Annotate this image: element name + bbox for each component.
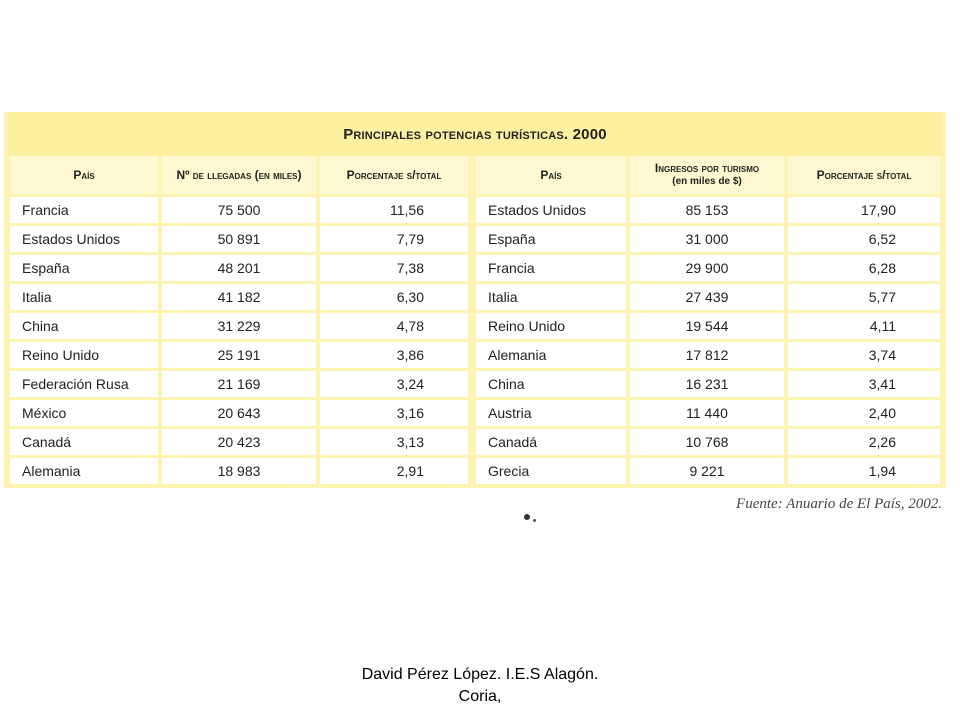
cell-value: 50 891 (162, 226, 316, 252)
cell-value: 29 900 (630, 255, 784, 281)
cell-value: 25 191 (162, 342, 316, 368)
cell-country: Grecia (476, 458, 626, 484)
cell-value: 48 201 (162, 255, 316, 281)
table-title: Principales potencias turísticas. 2000 (343, 125, 607, 143)
cell-country: México (10, 400, 158, 426)
cell-value: 19 544 (630, 313, 784, 339)
slide-footer (0, 664, 960, 708)
cell-percentage: 2,40 (788, 400, 940, 426)
cell-value: 21 169 (162, 371, 316, 397)
cell-value: 20 643 (162, 400, 316, 426)
revenue-table-body (474, 197, 942, 487)
cell-value: 20 423 (162, 429, 316, 455)
cell-percentage: 6,28 (788, 255, 940, 281)
footer-author: David Pérez López. I.E.S Alagón. (361, 666, 599, 683)
cell-country: España (10, 255, 158, 281)
cell-value: 27 439 (630, 284, 784, 310)
cell-value: 10 768 (630, 429, 784, 455)
arrivals-table-body (8, 197, 470, 487)
cell-percentage: 6,30 (320, 284, 468, 310)
cell-percentage: 17,90 (788, 197, 940, 223)
cell-country: Francia (476, 255, 626, 281)
header-percentage: Porcentaje s/total (320, 156, 468, 194)
scan-speck (533, 519, 536, 522)
cell-value: 31 229 (162, 313, 316, 339)
cell-percentage: 3,74 (788, 342, 940, 368)
cell-country: Canadá (10, 429, 158, 455)
cell-percentage: 1,94 (788, 458, 940, 484)
cell-country: China (476, 371, 626, 397)
revenue-table-grid (474, 156, 942, 197)
cell-country: España (476, 226, 626, 252)
cell-percentage: 5,77 (788, 284, 940, 310)
header-percentage: Porcentaje s/total (788, 156, 940, 194)
revenue-table (474, 156, 942, 487)
cell-value: 16 231 (630, 371, 784, 397)
source-citation: Fuente: Anuario de El País, 2002. (736, 496, 942, 512)
header-country: País (476, 156, 626, 194)
cell-percentage: 2,26 (788, 429, 940, 455)
cell-percentage: 6,52 (788, 226, 940, 252)
table-title-band (8, 112, 942, 156)
cell-country: Estados Unidos (10, 226, 158, 252)
cell-country: Alemania (10, 458, 158, 484)
cell-value: 11 440 (630, 400, 784, 426)
arrivals-table (8, 156, 470, 487)
cell-value: 41 182 (162, 284, 316, 310)
cell-value: 75 500 (162, 197, 316, 223)
cell-value: 31 000 (630, 226, 784, 252)
cell-percentage: 3,86 (320, 342, 468, 368)
cell-country: Austria (476, 400, 626, 426)
cell-country: Canadá (476, 429, 626, 455)
footer-place: Coria, (458, 688, 502, 705)
cell-country: Italia (476, 284, 626, 310)
header-country: País (10, 156, 158, 194)
cell-percentage: 3,41 (788, 371, 940, 397)
cell-percentage: 4,11 (788, 313, 940, 339)
cell-country: Italia (10, 284, 158, 310)
cell-country: Alemania (476, 342, 626, 368)
header-revenue-label: Ingresos por turismo (654, 161, 760, 175)
cell-percentage: 4,78 (320, 313, 468, 339)
cell-percentage: 7,79 (320, 226, 468, 252)
cell-value: 85 153 (630, 197, 784, 223)
cell-value: 9 221 (630, 458, 784, 484)
cell-percentage: 3,13 (320, 429, 468, 455)
cell-country: Estados Unidos (476, 197, 626, 223)
header-arrivals: Nº de llegadas (en miles) (162, 156, 316, 194)
header-revenue (630, 156, 784, 194)
cell-percentage: 11,56 (320, 197, 468, 223)
cell-percentage: 7,38 (320, 255, 468, 281)
arrivals-table-grid (8, 156, 470, 197)
cell-percentage: 3,16 (320, 400, 468, 426)
cell-percentage: 2,91 (320, 458, 468, 484)
cell-country: Federación Rusa (10, 371, 158, 397)
cell-value: 18 983 (162, 458, 316, 484)
cell-country: Francia (10, 197, 158, 223)
cell-country: Reino Unido (476, 313, 626, 339)
cell-country: Reino Unido (10, 342, 158, 368)
cell-country: China (10, 313, 158, 339)
scan-speck (524, 514, 530, 520)
cell-percentage: 3,24 (320, 371, 468, 397)
cell-value: 17 812 (630, 342, 784, 368)
header-revenue-unit: (en miles de $) (672, 176, 742, 187)
scanned-table-image (4, 112, 946, 488)
